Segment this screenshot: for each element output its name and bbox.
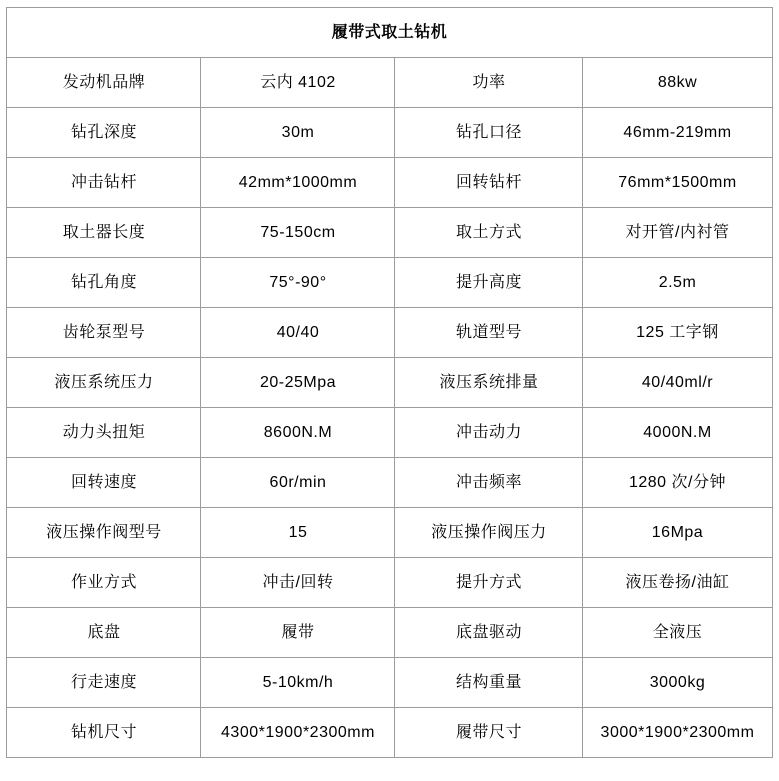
spec-value-cell: 125 工字钢 <box>583 308 772 358</box>
spec-label-cell: 取土器长度 <box>7 208 201 258</box>
spec-label-cell: 冲击钻杆 <box>7 158 201 208</box>
spec-value-cell: 对开管/内衬管 <box>583 208 772 258</box>
spec-value-cell: 履带 <box>201 608 395 658</box>
table-body <box>7 8 772 758</box>
table-row <box>7 258 772 308</box>
spec-value-cell: 5-10km/h <box>201 658 395 708</box>
spec-label-cell: 行走速度 <box>7 658 201 708</box>
spec-label-cell: 回转钻杆 <box>395 158 583 208</box>
spec-value-cell: 76mm*1500mm <box>583 158 772 208</box>
table-row <box>7 58 772 108</box>
spec-label-cell: 液压系统排量 <box>395 358 583 408</box>
table-row <box>7 558 772 608</box>
spec-label-cell: 底盘 <box>7 608 201 658</box>
spec-label-cell: 回转速度 <box>7 458 201 508</box>
table-row <box>7 458 772 508</box>
spec-value-cell: 60r/min <box>201 458 395 508</box>
spec-label-cell: 履带尺寸 <box>395 708 583 758</box>
table-row <box>7 708 772 758</box>
spec-value-cell: 15 <box>201 508 395 558</box>
table-row <box>7 208 772 258</box>
spec-label-cell: 轨道型号 <box>395 308 583 358</box>
spec-label-cell: 取土方式 <box>395 208 583 258</box>
spec-label-cell: 钻孔口径 <box>395 108 583 158</box>
spec-value-cell: 3000*1900*2300mm <box>583 708 772 758</box>
spec-value-cell: 40/40ml/r <box>583 358 772 408</box>
spec-value-cell: 4300*1900*2300mm <box>201 708 395 758</box>
spec-value-cell: 88kw <box>583 58 772 108</box>
document-title: 履带式取土钻机 <box>7 8 772 58</box>
spec-label-cell: 冲击动力 <box>395 408 583 458</box>
spec-label-cell: 动力头扭矩 <box>7 408 201 458</box>
table-row <box>7 108 772 158</box>
spec-label-cell: 液压操作阀型号 <box>7 508 201 558</box>
table-title-row <box>7 8 772 58</box>
spec-value-cell: 16Mpa <box>583 508 772 558</box>
table-row <box>7 308 772 358</box>
spec-value-cell: 75°-90° <box>201 258 395 308</box>
spec-label-cell: 液压操作阀压力 <box>395 508 583 558</box>
spec-value-cell: 42mm*1000mm <box>201 158 395 208</box>
table-row <box>7 408 772 458</box>
spec-value-cell: 液压卷扬/油缸 <box>583 558 772 608</box>
spec-value-cell: 46mm-219mm <box>583 108 772 158</box>
spec-value-cell: 20-25Mpa <box>201 358 395 408</box>
spec-label-cell: 结构重量 <box>395 658 583 708</box>
spec-label-cell: 液压系统压力 <box>7 358 201 408</box>
spec-label-cell: 钻机尺寸 <box>7 708 201 758</box>
spec-value-cell: 云内 4102 <box>201 58 395 108</box>
spec-value-cell: 40/40 <box>201 308 395 358</box>
spec-label-cell: 提升方式 <box>395 558 583 608</box>
spec-label-cell: 冲击频率 <box>395 458 583 508</box>
spec-label-cell: 底盘驱动 <box>395 608 583 658</box>
spec-value-cell: 8600N.M <box>201 408 395 458</box>
spec-value-cell: 30m <box>201 108 395 158</box>
spec-label-cell: 作业方式 <box>7 558 201 608</box>
spec-label-cell: 钻孔角度 <box>7 258 201 308</box>
spec-value-cell: 冲击/回转 <box>201 558 395 608</box>
spec-label-cell: 发动机品牌 <box>7 58 201 108</box>
spec-label-cell: 钻孔深度 <box>7 108 201 158</box>
spec-label-cell: 提升高度 <box>395 258 583 308</box>
table-row <box>7 608 772 658</box>
spec-value-cell: 75-150cm <box>201 208 395 258</box>
spec-value-cell: 全液压 <box>583 608 772 658</box>
table-row <box>7 358 772 408</box>
table-row <box>7 658 772 708</box>
specification-table <box>6 7 772 758</box>
spec-label-cell: 齿轮泵型号 <box>7 308 201 358</box>
spec-label-cell: 功率 <box>395 58 583 108</box>
table-row <box>7 158 772 208</box>
spec-value-cell: 2.5m <box>583 258 772 308</box>
spec-value-cell: 4000N.M <box>583 408 772 458</box>
table-row <box>7 508 772 558</box>
spec-value-cell: 3000kg <box>583 658 772 708</box>
spec-value-cell: 1280 次/分钟 <box>583 458 772 508</box>
